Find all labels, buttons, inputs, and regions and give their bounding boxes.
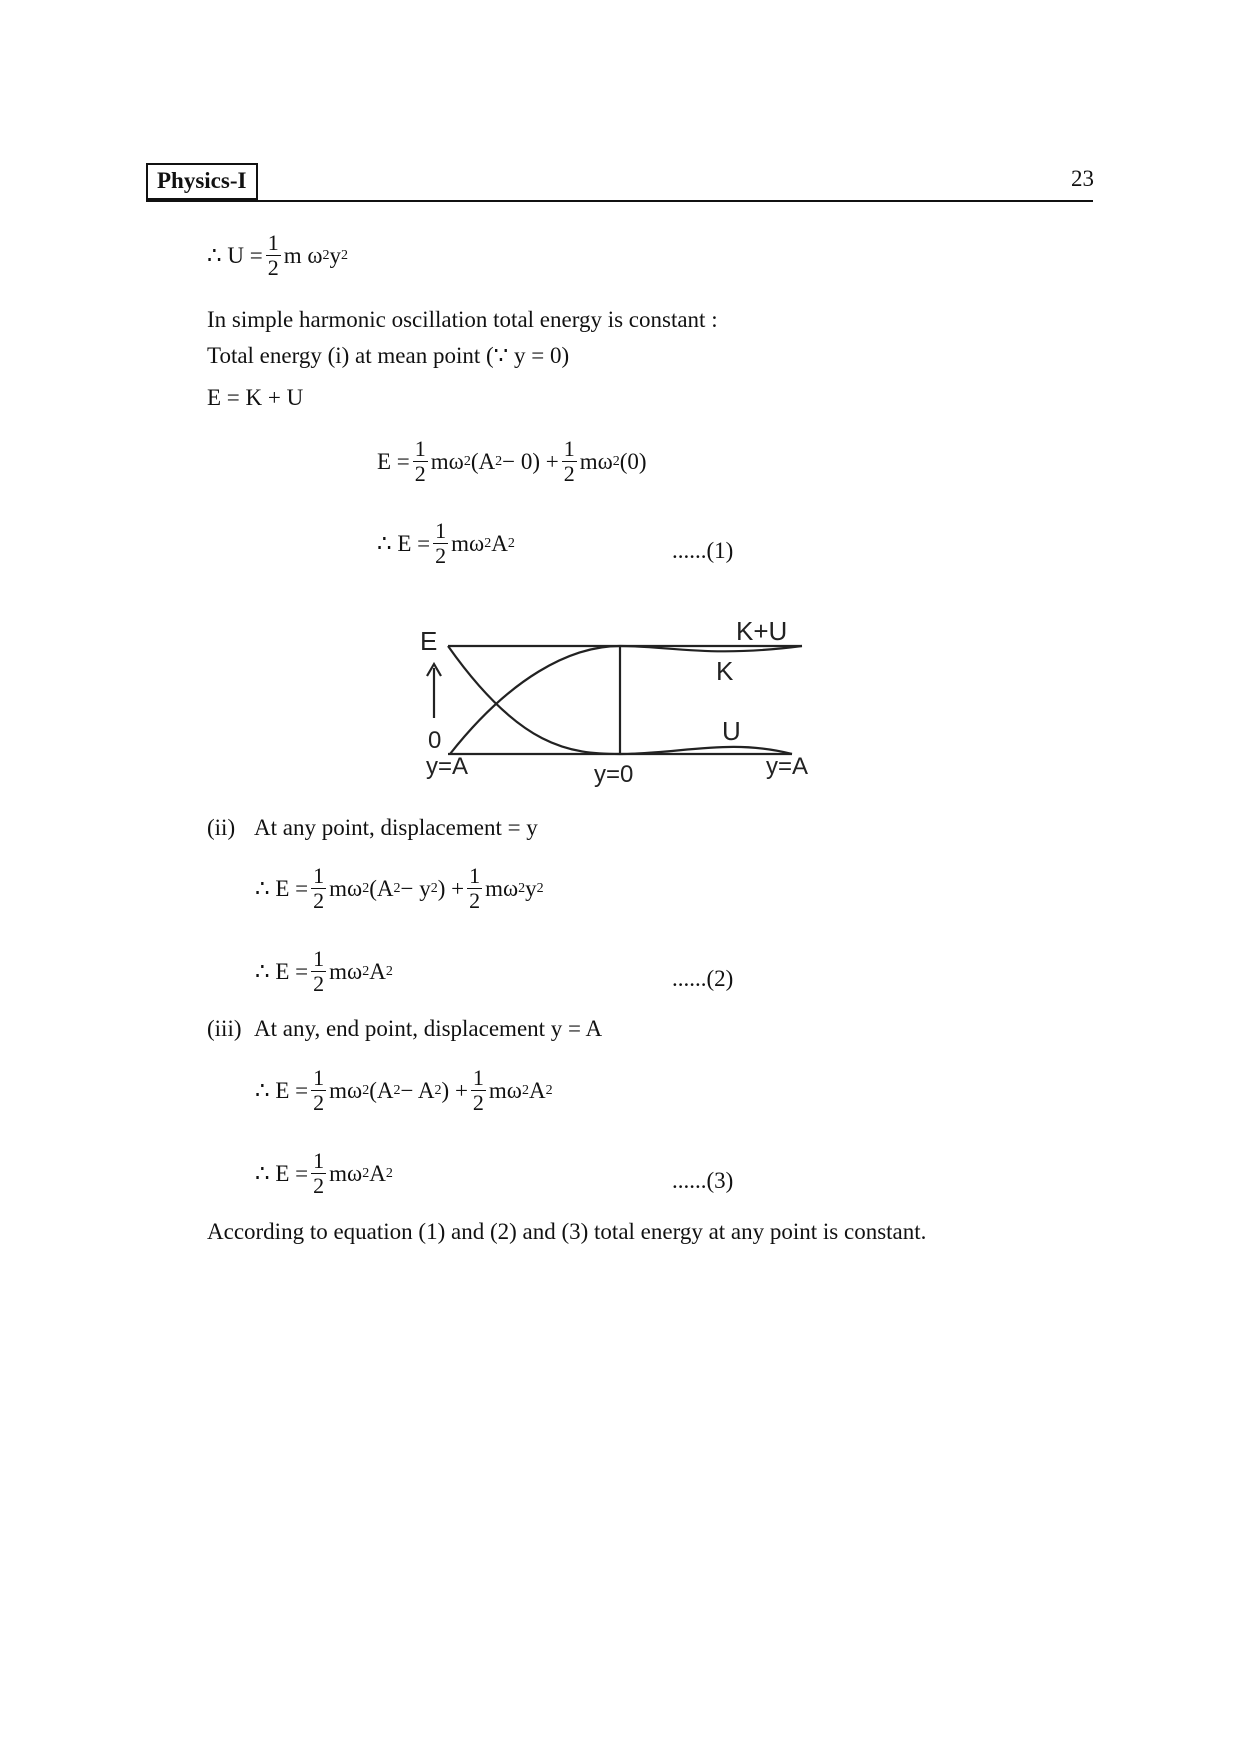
equation-1: ∴ E = $\frac{1}{2}$ mω 2 A 2: [377, 518, 515, 568]
eq-term: m ω: [283, 242, 323, 268]
label-y-equals-A-right: y=A: [766, 753, 809, 780]
fraction-half: $\frac{1}{2}$: [313, 1148, 325, 1198]
equation-potential-energy: ∴ U = $\frac{1}{2}$ m ω 2 y 2: [207, 230, 348, 280]
equation-any-point-energy: ∴ E = $\frac{1}{2}$ mω 2 (A 2 − y 2 ) + $\frac{1}{2}$ mω 2 y 2: [255, 863, 544, 913]
label-y-equals-A-left: y=A: [426, 753, 469, 780]
equation-label-2: ......(2): [672, 966, 734, 991]
fraction-half: $\frac{1}{2}$: [469, 863, 481, 913]
label-U: U: [722, 716, 741, 746]
paragraph-conclusion: According to equation (1) and (2) and (3) total energy at any point is constant.: [207, 1219, 927, 1244]
page-number: 23: [1071, 166, 1094, 191]
item-ii-text: At any point, displacement = y: [254, 815, 538, 840]
label-zero: 0: [428, 727, 442, 754]
label-y-equals-0: y=0: [594, 761, 634, 788]
fraction-half: $\frac{1}{2}$: [313, 946, 325, 996]
fraction-half: $\frac{1}{2}$: [267, 230, 279, 280]
item-ii-number: (ii): [207, 815, 236, 840]
fraction-half: $\frac{1}{2}$: [313, 863, 325, 913]
fraction-half: $\frac{1}{2}$: [414, 436, 426, 486]
equation-mean-point-energy: E = $\frac{1}{2}$ mω 2 (A 2 − 0) + $\frac{1}{2}$ mω 2 (0): [377, 436, 647, 486]
fraction-half: $\frac{1}{2}$: [435, 518, 447, 568]
energy-diagram: [420, 618, 840, 798]
equation-e-k-u: E = K + U: [207, 385, 304, 410]
item-iii-number: (iii): [207, 1016, 242, 1041]
equation-label-1: ......(1): [672, 538, 734, 563]
paragraph-energy-constant: In simple harmonic oscillation total energy is constant :: [207, 307, 718, 332]
equation-label-3: ......(3): [672, 1168, 734, 1193]
header-title: Physics-I: [146, 163, 258, 200]
eq-term: y: [329, 242, 341, 268]
equation-end-point-energy: ∴ E = $\frac{1}{2}$ mω 2 (A 2 − A 2 ) + $\frac{1}{2}$ mω 2 A 2: [255, 1065, 553, 1115]
paragraph-mean-point: Total energy (i) at mean point (∵ y = 0): [207, 343, 570, 368]
eq-prefix: ∴ U =: [207, 242, 263, 268]
label-K: K: [716, 656, 734, 686]
kinetic-energy-curve: [450, 646, 802, 754]
fraction-half: $\frac{1}{2}$: [472, 1065, 484, 1115]
item-iii-text: At any, end point, displacement y = A: [254, 1016, 603, 1041]
label-E: E: [420, 626, 438, 656]
fraction-half: $\frac{1}{2}$: [563, 436, 575, 486]
equation-3: ∴ E = $\frac{1}{2}$ mω 2 A 2: [255, 1148, 393, 1198]
fraction-half: $\frac{1}{2}$: [313, 1065, 325, 1115]
label-K-plus-U: K+U: [736, 618, 788, 646]
header-rule: [146, 200, 1093, 202]
equation-2: ∴ E = $\frac{1}{2}$ mω 2 A 2: [255, 946, 393, 996]
